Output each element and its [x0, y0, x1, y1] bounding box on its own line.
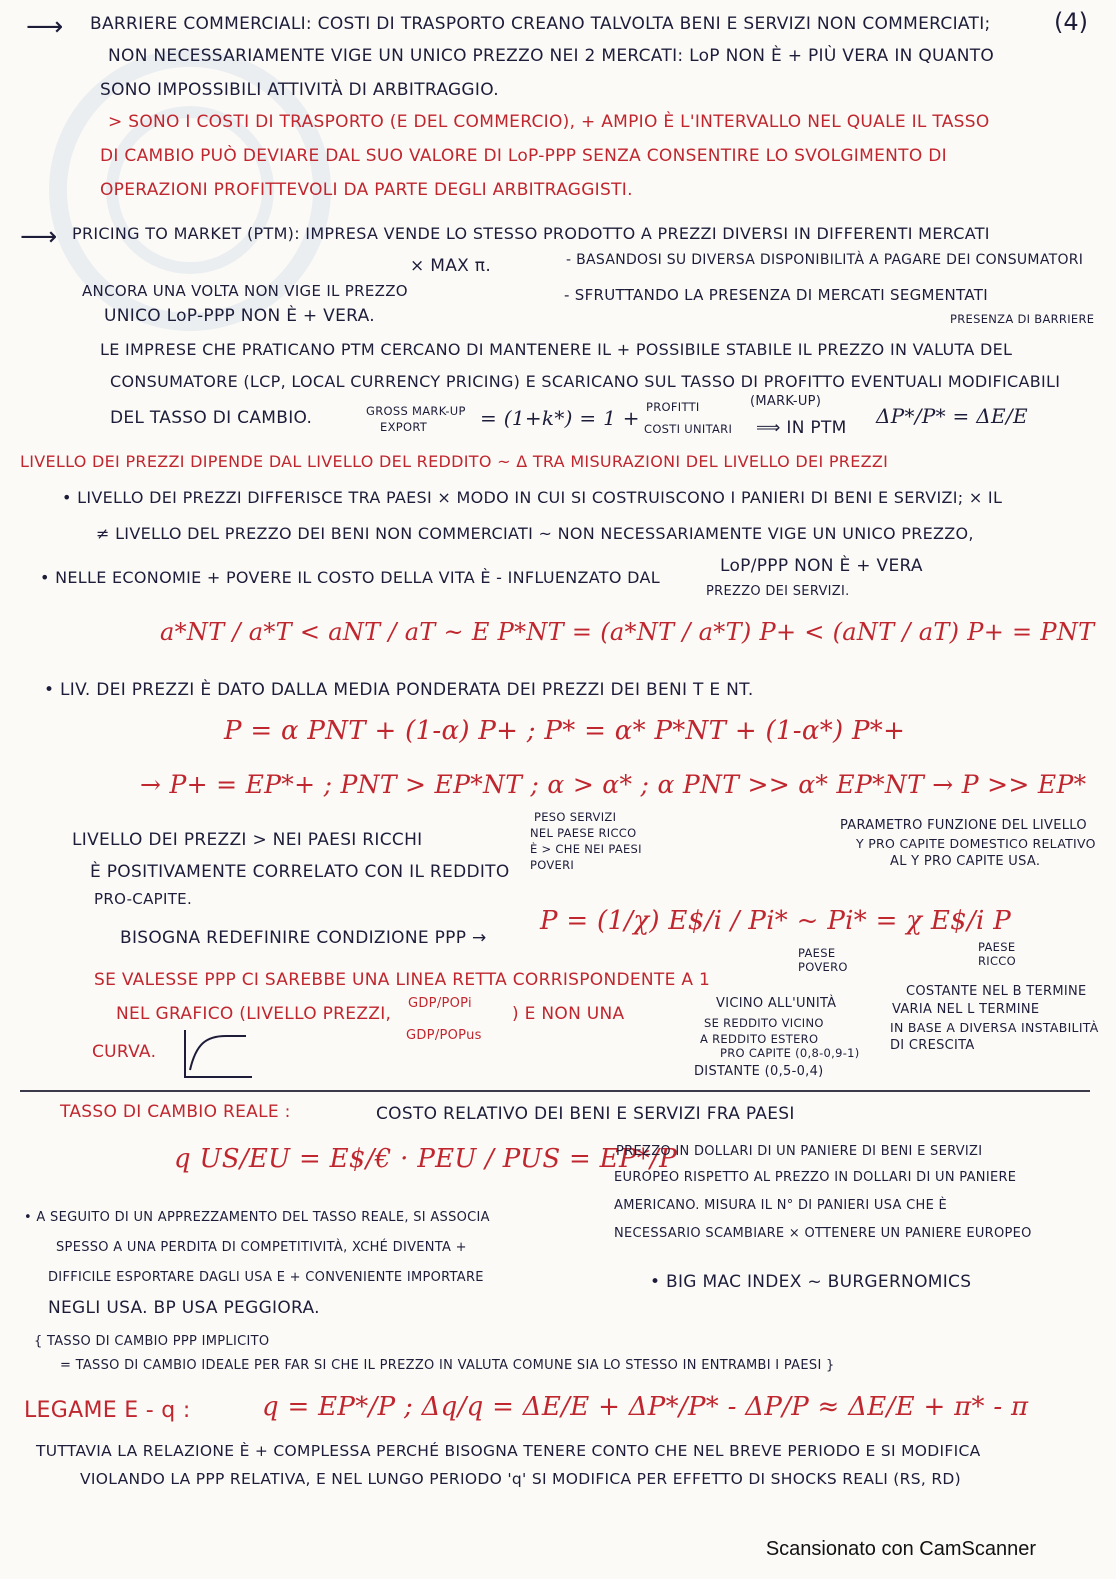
- text-line: A REDDITO ESTERO: [700, 1032, 819, 1046]
- text-line: UNICO LoP-PPP NON È + VERA.: [104, 306, 375, 326]
- text-line: RICCO: [978, 954, 1016, 968]
- text-line: TUTTAVIA LA RELAZIONE È + COMPLESSA PERCHÉ BISOGNA TENERE CONTO CHE NEL BREVE PERIODO E SI MODIFICA: [36, 1442, 981, 1460]
- text-line: NECESSARIO SCAMBIARE × OTTENERE UN PANIERE EUROPEO: [614, 1226, 1032, 1241]
- text-line: NON NECESSARIAMENTE VIGE UN UNICO PREZZO NEI 2 MERCATI: LoP NON È + PIÙ VERA IN QUANTO: [108, 46, 995, 66]
- text-line: GDP/POPus: [406, 1028, 482, 1043]
- text-line: × MAX π.: [410, 256, 492, 276]
- text-line: { TASSO DI CAMBIO PPP IMPLICITO: [34, 1334, 270, 1349]
- text-line: - SFRUTTANDO LA PRESENZA DI MERCATI SEGMENTATI: [564, 286, 988, 304]
- text-line: • BIG MAC INDEX ~ BURGERNOMICS: [650, 1272, 972, 1292]
- equation: a*NT / a*T < aNT / aT ~ E P*NT = (a*NT / a*T) P+ < (aNT / aT) P+ = PNT: [160, 618, 1095, 646]
- text-line: EXPORT: [380, 420, 428, 434]
- text-line: DEL TASSO DI CAMBIO.: [110, 408, 313, 428]
- text-line: ANCORA UNA VOLTA NON VIGE IL PREZZO: [82, 282, 408, 300]
- text-line: ) E NON UNA: [512, 1004, 625, 1024]
- text-line: DISTANTE (0,5-0,4): [694, 1064, 824, 1079]
- text-line: • LIV. DEI PREZZI È DATO DALLA MEDIA PONDERATA DEI PREZZI DEI BENI T E NT.: [44, 680, 754, 700]
- curve-sketch: [184, 1030, 252, 1078]
- scanner-footer: Scansionato con CamScanner: [765, 1538, 1036, 1560]
- text-line: AL Y PRO CAPITE USA.: [890, 854, 1041, 869]
- text-line: IN BASE A DIVERSA INSTABILITÀ: [890, 1020, 1099, 1035]
- text-line: COSTANTE NEL B TERMINE: [906, 984, 1087, 999]
- text-line: BARRIERE COMMERCIALI: COSTI DI TRASPORTO CREANO TALVOLTA BENI E SERVIZI NON COMMERCIATI;: [90, 14, 991, 34]
- text-line: VICINO ALL'UNITÀ: [716, 996, 837, 1011]
- text-line: SE VALESSE PPP CI SAREBBE UNA LINEA RETTA CORRISPONDENTE A 1: [94, 970, 711, 990]
- text-line: PAESE: [798, 946, 836, 960]
- text-line: PROFITTI: [646, 400, 700, 414]
- text-line: BISOGNA REDEFINIRE CONDIZIONE PPP →: [120, 928, 487, 948]
- text-line: POVERI: [530, 858, 575, 872]
- text-line: Y PRO CAPITE DOMESTICO RELATIVO: [856, 836, 1096, 851]
- text-line: PRO CAPITE (0,8-0,9-1): [720, 1046, 860, 1060]
- arrow-icon: ⟶: [20, 222, 58, 252]
- text-line: PREZZO IN DOLLARI DI UN PANIERE DI BENI E SERVIZI: [616, 1144, 983, 1159]
- equation: P = α PNT + (1-α) P+ ; P* = α* P*NT + (1-α*) P*+: [224, 716, 906, 746]
- divider: [20, 1090, 1090, 1092]
- text-line: PESO SERVIZI: [534, 810, 617, 824]
- text-line: PRESENZA DI BARRIERE: [950, 312, 1095, 326]
- text-line: LIVELLO DEI PREZZI > NEI PAESI RICCHI: [72, 830, 423, 850]
- text-line: PRICING TO MARKET (PTM): IMPRESA VENDE LO STESSO PRODOTTO A PREZZI DIVERSI IN DIFFERENTI MERCATI: [72, 224, 990, 243]
- text-line: POVERO: [798, 960, 848, 974]
- text-line: È > CHE NEI PAESI: [530, 842, 642, 856]
- text-line: NEL GRAFICO (LIVELLO PREZZI,: [116, 1004, 392, 1024]
- text-line: GROSS MARK-UP: [366, 404, 466, 418]
- text-line: NEGLI USA. BP USA PEGGIORA.: [48, 1298, 320, 1318]
- text-line: DI CRESCITA: [890, 1038, 975, 1053]
- text-line: AMERICANO. MISURA IL N° DI PANIERI USA CHE È: [614, 1198, 948, 1213]
- text-line: COSTO RELATIVO DEI BENI E SERVIZI FRA PAESI: [376, 1104, 795, 1124]
- text-line: DI CAMBIO PUÒ DEVIARE DAL SUO VALORE DI LoP-PPP SENZA CONSENTIRE LO SVOLGIMENTO DI: [100, 146, 947, 166]
- text-line: PREZZO DEI SERVIZI.: [706, 584, 850, 599]
- text-line: VIOLANDO LA PPP RELATIVA, E NEL LUNGO PERIODO 'q' SI MODIFICA PER EFFETTO DI SHOCKS REALI (RS, RD): [80, 1470, 961, 1488]
- text-line: CURVA.: [92, 1042, 157, 1062]
- text-line: = TASSO DI CAMBIO IDEALE PER FAR SI CHE IL PREZZO IN VALUTA COMUNE SIA LO STESSO IN ENTRAMBI I PAESI }: [60, 1358, 835, 1373]
- text-line: DIFFICILE ESPORTARE DAGLI USA E + CONVENIENTE IMPORTARE: [48, 1270, 484, 1285]
- text-line: È POSITIVAMENTE CORRELATO CON IL REDDITO: [90, 862, 510, 882]
- text-line: LIVELLO DEI PREZZI DIPENDE DAL LIVELLO DEL REDDITO ~ Δ TRA MISURAZIONI DEL LIVELLO DEI PREZZI: [20, 452, 889, 471]
- equation: = (1+k*) = 1 +: [480, 406, 640, 430]
- arrow-icon: ⟶: [26, 12, 64, 42]
- text-line: PARAMETRO FUNZIONE DEL LIVELLO: [840, 818, 1087, 833]
- text-line: ⟹ IN PTM: [756, 418, 847, 438]
- text-line: (MARK-UP): [750, 394, 822, 409]
- text-line: - BASANDOSI SU DIVERSA DISPONIBILITÀ A PAGARE DEI CONSUMATORI: [566, 252, 1084, 268]
- text-line: NEL PAESE RICCO: [530, 826, 637, 840]
- text-line: LE IMPRESE CHE PRATICANO PTM CERCANO DI MANTENERE IL + POSSIBILE STABILE IL PREZZO IN VALUTA DEL: [100, 340, 1013, 359]
- equation: → P+ = EP*+ ; PNT > EP*NT ; α > α* ; α PNT >> α* EP*NT → P >> EP*: [140, 770, 1087, 799]
- text-line: • NELLE ECONOMIE + POVERE IL COSTO DELLA VITA È - INFLUENZATO DAL: [40, 568, 660, 587]
- text-line: > SONO I COSTI DI TRASPORTO (E DEL COMMERCIO), + AMPIO È L'INTERVALLO NEL QUALE IL TASSO: [108, 112, 990, 132]
- text-line: • A SEGUITO DI UN APPREZZAMENTO DEL TASSO REALE, SI ASSOCIA: [24, 1210, 490, 1225]
- equation: P = (1/χ) E$/i / Pi* ~ Pi* = χ E$/i P: [540, 906, 1012, 936]
- text-line: ≠ LIVELLO DEL PREZZO DEI BENI NON COMMERCIATI ~ NON NECESSARIAMENTE VIGE UN UNICO PREZZO,: [96, 524, 974, 543]
- text-line: SPESSO A UNA PERDITA DI COMPETITIVITÀ, XCHÉ DIVENTA +: [56, 1240, 467, 1255]
- equation: q US/EU = E$/€ · PEU / PUS = EP*/P: [174, 1144, 677, 1174]
- text-line: PRO-CAPITE.: [94, 890, 193, 908]
- text-line: LEGAME E - q :: [24, 1398, 191, 1423]
- text-line: COSTI UNITARI: [644, 422, 733, 436]
- text-line: • LIVELLO DEI PREZZI DIFFERISCE TRA PAESI × MODO IN CUI SI COSTRUISCONO I PANIERI DI BENI E SERVIZI; × IL: [62, 488, 1003, 507]
- text-line: TASSO DI CAMBIO REALE :: [60, 1102, 291, 1122]
- page-number: (4): [1054, 8, 1088, 36]
- text-line: SE REDDITO VICINO: [704, 1016, 824, 1030]
- text-line: SONO IMPOSSIBILI ATTIVITÀ DI ARBITRAGGIO.: [100, 80, 499, 100]
- text-line: CONSUMATORE (LCP, LOCAL CURRENCY PRICING) E SCARICANO SUL TASSO DI PROFITTO EVENTUALI MODIFICABILI: [110, 372, 1061, 391]
- text-line: GDP/POPi: [408, 996, 472, 1011]
- text-line: EUROPEO RISPETTO AL PREZZO IN DOLLARI DI UN PANIERE: [614, 1170, 1017, 1185]
- text-line: VARIA NEL L TERMINE: [892, 1002, 1040, 1017]
- equation: ΔP*/P* = ΔE/E: [876, 404, 1028, 428]
- text-line: OPERAZIONI PROFITTEVOLI DA PARTE DEGLI ARBITRAGGISTI.: [100, 180, 633, 200]
- text-line: LoP/PPP NON È + VERA: [720, 556, 923, 576]
- equation: q = EP*/P ; Δq/q = ΔE/E + ΔP*/P* - ΔP/P ≈ ΔE/E + π* - π: [262, 1392, 1029, 1422]
- text-line: PAESE: [978, 940, 1016, 954]
